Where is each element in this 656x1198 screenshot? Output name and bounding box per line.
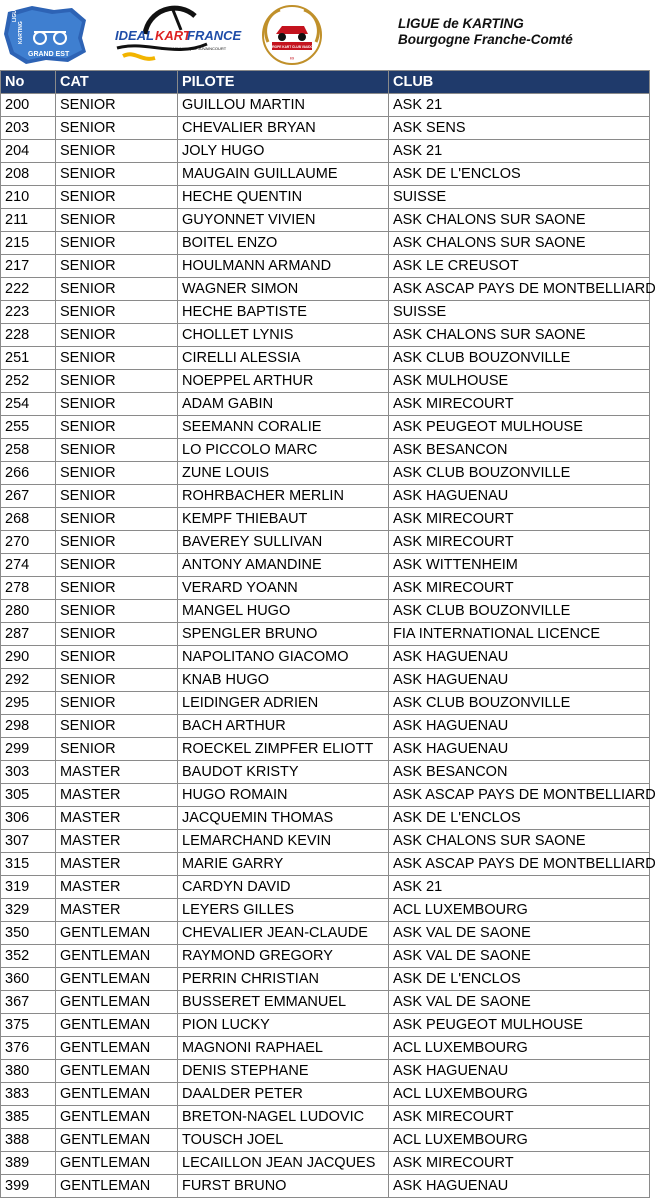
cell-club: ASK HAGUENAU <box>389 646 650 669</box>
cell-club: ASK HAGUENAU <box>389 1060 650 1083</box>
cell-cat: SENIOR <box>56 485 178 508</box>
header-cat: CAT <box>56 71 178 94</box>
table-row <box>1 186 650 209</box>
cell-no: 215 <box>1 232 56 255</box>
cell-pilote: CHOLLET LYNIS <box>178 324 389 347</box>
cell-club: ASK MIRECOURT <box>389 1106 650 1129</box>
cell-club: ASK CHALONS SUR SAONE <box>389 232 650 255</box>
cell-pilote: CHEVALIER BRYAN <box>178 117 389 140</box>
cell-cat: SENIOR <box>56 301 178 324</box>
cell-club: ASK WITTENHEIM <box>389 554 650 577</box>
table-row <box>1 347 650 370</box>
cell-club: ASK MULHOUSE <box>389 370 650 393</box>
cell-cat: MASTER <box>56 830 178 853</box>
cell-cat: SENIOR <box>56 209 178 232</box>
cell-pilote: BAUDOT KRISTY <box>178 761 389 784</box>
cell-club: ASK DE L'ENCLOS <box>389 163 650 186</box>
cell-no: 292 <box>1 669 56 692</box>
cell-cat: SENIOR <box>56 531 178 554</box>
cell-cat: SENIOR <box>56 508 178 531</box>
cell-no: 203 <box>1 117 56 140</box>
cell-pilote: NAPOLITANO GIACOMO <box>178 646 389 669</box>
cell-no: 204 <box>1 140 56 163</box>
cell-club: ACL LUXEMBOURG <box>389 1037 650 1060</box>
cell-pilote: DENIS STEPHANE <box>178 1060 389 1083</box>
cell-cat: SENIOR <box>56 94 178 117</box>
table-row <box>1 669 650 692</box>
cell-club: ASK CHALONS SUR SAONE <box>389 324 650 347</box>
cell-no: 280 <box>1 600 56 623</box>
cell-club: ASK CLUB BOUZONVILLE <box>389 600 650 623</box>
table-row <box>1 600 650 623</box>
table-row <box>1 439 650 462</box>
cell-pilote: JOLY HUGO <box>178 140 389 163</box>
ligue-bfc-line1: LIGUE de KARTING <box>398 16 524 31</box>
cell-cat: SENIOR <box>56 623 178 646</box>
cell-club: ASK CHALONS SUR SAONE <box>389 830 650 853</box>
table-row <box>1 462 650 485</box>
cell-pilote: GUYONNET VIVIEN <box>178 209 389 232</box>
cell-no: 399 <box>1 1175 56 1198</box>
table-row <box>1 738 650 761</box>
page-header <box>0 0 649 70</box>
cell-no: 274 <box>1 554 56 577</box>
table-row <box>1 370 650 393</box>
cell-no: 211 <box>1 209 56 232</box>
table-row <box>1 761 650 784</box>
cell-no: 376 <box>1 1037 56 1060</box>
cell-pilote: LEMARCHAND KEVIN <box>178 830 389 853</box>
cell-club: SUISSE <box>389 301 650 324</box>
ideal-word2: KART <box>155 28 191 43</box>
cell-cat: MASTER <box>56 899 178 922</box>
table-row <box>1 485 650 508</box>
cell-club: ASK PEUGEOT MULHOUSE <box>389 1014 650 1037</box>
cell-no: 388 <box>1 1129 56 1152</box>
cell-pilote: CIRELLI ALESSIA <box>178 347 389 370</box>
cell-club: ASK ASCAP PAYS DE MONTBELLIARD <box>389 853 650 876</box>
cell-pilote: RAYMOND GREGORY <box>178 945 389 968</box>
cell-cat: SENIOR <box>56 347 178 370</box>
cell-no: 287 <box>1 623 56 646</box>
cell-cat: GENTLEMAN <box>56 1106 178 1129</box>
cell-club: ACL LUXEMBOURG <box>389 1129 650 1152</box>
cell-cat: SENIOR <box>56 232 178 255</box>
cell-cat: SENIOR <box>56 692 178 715</box>
table-row <box>1 830 650 853</box>
ligue-grand-est-logo <box>2 4 88 66</box>
cell-club: ASK 21 <box>389 876 650 899</box>
cell-pilote: LEIDINGER ADRIEN <box>178 692 389 715</box>
table-row <box>1 278 650 301</box>
cell-no: 217 <box>1 255 56 278</box>
table-row <box>1 1060 650 1083</box>
cell-pilote: TOUSCH JOEL <box>178 1129 389 1152</box>
table-row <box>1 393 650 416</box>
entry-list-table <box>0 70 656 1198</box>
cell-pilote: BOITEL ENZO <box>178 232 389 255</box>
cell-club: ASK HAGUENAU <box>389 715 650 738</box>
cell-cat: SENIOR <box>56 140 178 163</box>
cell-pilote: KEMPF THIEBAUT <box>178 508 389 531</box>
cell-no: 228 <box>1 324 56 347</box>
cell-cat: GENTLEMAN <box>56 1083 178 1106</box>
table-row <box>1 922 650 945</box>
table-row <box>1 623 650 646</box>
cell-no: 208 <box>1 163 56 186</box>
cell-cat: SENIOR <box>56 117 178 140</box>
cell-club: ASK MIRECOURT <box>389 577 650 600</box>
cell-club: ACL LUXEMBOURG <box>389 899 650 922</box>
cell-cat: SENIOR <box>56 416 178 439</box>
cell-club: ASK VAL DE SAONE <box>389 991 650 1014</box>
cell-cat: GENTLEMAN <box>56 968 178 991</box>
cell-pilote: NOEPPEL ARTHUR <box>178 370 389 393</box>
cell-no: 298 <box>1 715 56 738</box>
cell-no: 254 <box>1 393 56 416</box>
ideal-word1: IDEAL <box>115 28 154 43</box>
ideal-word3: FRANCE <box>187 28 242 43</box>
table-row <box>1 301 650 324</box>
cell-club: ASK MIRECOURT <box>389 531 650 554</box>
table-header-row <box>1 71 650 94</box>
table-row <box>1 807 650 830</box>
ligue-bfc-line2: Bourgogne Franche-Comté <box>398 32 573 47</box>
table-row <box>1 416 650 439</box>
table-row <box>1 1083 650 1106</box>
cell-cat: GENTLEMAN <box>56 1060 178 1083</box>
cell-pilote: PERRIN CHRISTIAN <box>178 968 389 991</box>
cell-cat: GENTLEMAN <box>56 1175 178 1198</box>
cell-no: 389 <box>1 1152 56 1175</box>
table-row <box>1 968 650 991</box>
table-row <box>1 94 650 117</box>
cell-pilote: LEYERS GILLES <box>178 899 389 922</box>
cell-no: 266 <box>1 462 56 485</box>
cell-no: 306 <box>1 807 56 830</box>
cell-pilote: BUSSERET EMMANUEL <box>178 991 389 1014</box>
cell-club: ASK PEUGEOT MULHOUSE <box>389 416 650 439</box>
cell-no: 267 <box>1 485 56 508</box>
cell-cat: SENIOR <box>56 324 178 347</box>
table-row <box>1 646 650 669</box>
cell-pilote: SEEMANN CORALIE <box>178 416 389 439</box>
cell-club: ASK HAGUENAU <box>389 485 650 508</box>
table-row <box>1 531 650 554</box>
cell-no: 305 <box>1 784 56 807</box>
cell-club: ASK CLUB BOUZONVILLE <box>389 692 650 715</box>
cell-pilote: MARIE GARRY <box>178 853 389 876</box>
cell-no: 223 <box>1 301 56 324</box>
table-row <box>1 715 650 738</box>
cell-pilote: MAUGAIN GUILLAUME <box>178 163 389 186</box>
table-row <box>1 853 650 876</box>
cell-club: ASK SENS <box>389 117 650 140</box>
cell-pilote: ROECKEL ZIMPFER ELIOTT <box>178 738 389 761</box>
cell-cat: SENIOR <box>56 439 178 462</box>
table-row <box>1 784 650 807</box>
cell-club: ASK ASCAP PAYS DE MONTBELLIARD <box>389 278 650 301</box>
cell-pilote: JACQUEMIN THOMAS <box>178 807 389 830</box>
cell-no: 307 <box>1 830 56 853</box>
cell-club: ASK 21 <box>389 94 650 117</box>
table-row <box>1 508 650 531</box>
cell-club: ASK ASCAP PAYS DE MONTBELLIARD <box>389 784 650 807</box>
cell-no: 295 <box>1 692 56 715</box>
cell-club: ASK CLUB BOUZONVILLE <box>389 462 650 485</box>
table-row <box>1 117 650 140</box>
cell-pilote: CARDYN DAVID <box>178 876 389 899</box>
cell-cat: SENIOR <box>56 600 178 623</box>
cell-no: 350 <box>1 922 56 945</box>
cell-club: ASK MIRECOURT <box>389 508 650 531</box>
cell-no: 360 <box>1 968 56 991</box>
europe-club-text: EUROPE KART CLUB VAUDOIS <box>267 45 317 49</box>
cell-no: 200 <box>1 94 56 117</box>
cell-club: ACL LUXEMBOURG <box>389 1083 650 1106</box>
cell-cat: SENIOR <box>56 163 178 186</box>
table-row <box>1 1106 650 1129</box>
cell-no: 383 <box>1 1083 56 1106</box>
cell-club: ASK CLUB BOUZONVILLE <box>389 347 650 370</box>
cell-cat: GENTLEMAN <box>56 1014 178 1037</box>
table-row <box>1 577 650 600</box>
cell-cat: SENIOR <box>56 577 178 600</box>
cell-pilote: ANTONY AMANDINE <box>178 554 389 577</box>
cell-club: ASK HAGUENAU <box>389 669 650 692</box>
table-row <box>1 232 650 255</box>
header-no: No <box>1 71 56 94</box>
cell-cat: MASTER <box>56 784 178 807</box>
cell-no: 270 <box>1 531 56 554</box>
ligue-bfc-logo <box>398 16 638 56</box>
cell-no: 299 <box>1 738 56 761</box>
table-row <box>1 324 650 347</box>
cell-pilote: MANGEL HUGO <box>178 600 389 623</box>
cell-club: FIA INTERNATIONAL LICENCE <box>389 623 650 646</box>
cell-club: ASK DE L'ENCLOS <box>389 807 650 830</box>
ideal-kart-france-logo <box>115 4 242 66</box>
cell-club: SUISSE <box>389 186 650 209</box>
cell-pilote: HECHE BAPTISTE <box>178 301 389 324</box>
cell-cat: MASTER <box>56 761 178 784</box>
cell-cat: GENTLEMAN <box>56 1152 178 1175</box>
cell-pilote: HECHE QUENTIN <box>178 186 389 209</box>
cell-pilote: SPENGLER BRUNO <box>178 623 389 646</box>
table-row <box>1 163 650 186</box>
cell-pilote: FURST BRUNO <box>178 1175 389 1198</box>
cell-club: ASK MIRECOURT <box>389 1152 650 1175</box>
cell-pilote: CHEVALIER JEAN-CLAUDE <box>178 922 389 945</box>
cell-cat: SENIOR <box>56 186 178 209</box>
svg-text:∞: ∞ <box>289 56 295 62</box>
cell-cat: GENTLEMAN <box>56 945 178 968</box>
table-row <box>1 1152 650 1175</box>
cell-pilote: LECAILLON JEAN JACQUES <box>178 1152 389 1175</box>
table-row <box>1 692 650 715</box>
cell-cat: SENIOR <box>56 646 178 669</box>
cell-cat: SENIOR <box>56 255 178 278</box>
cell-no: 268 <box>1 508 56 531</box>
cell-no: 278 <box>1 577 56 600</box>
cell-no: 367 <box>1 991 56 1014</box>
cell-pilote: ROHRBACHER MERLIN <box>178 485 389 508</box>
cell-pilote: GUILLOU MARTIN <box>178 94 389 117</box>
europe-kart-club-logo <box>258 4 326 66</box>
cell-no: 255 <box>1 416 56 439</box>
cell-club: ASK BESANCON <box>389 761 650 784</box>
table-row <box>1 876 650 899</box>
cell-cat: SENIOR <box>56 370 178 393</box>
cell-club: ASK HAGUENAU <box>389 738 650 761</box>
cell-pilote: LO PICCOLO MARC <box>178 439 389 462</box>
cell-cat: SENIOR <box>56 278 178 301</box>
cell-cat: GENTLEMAN <box>56 991 178 1014</box>
table-row <box>1 140 650 163</box>
grand-est-line3: GRAND EST <box>28 51 70 58</box>
cell-cat: SENIOR <box>56 393 178 416</box>
table-row <box>1 255 650 278</box>
cell-cat: GENTLEMAN <box>56 1129 178 1152</box>
ideal-tagline: POLE MECANIQUE JUVAINCOURT <box>161 46 227 51</box>
cell-no: 385 <box>1 1106 56 1129</box>
cell-club: ASK VAL DE SAONE <box>389 945 650 968</box>
cell-pilote: KNAB HUGO <box>178 669 389 692</box>
cell-club: ASK 21 <box>389 140 650 163</box>
cell-no: 303 <box>1 761 56 784</box>
cell-pilote: BRETON-NAGEL LUDOVIC <box>178 1106 389 1129</box>
cell-cat: SENIOR <box>56 554 178 577</box>
grand-est-line2: KARTING <box>18 21 24 44</box>
cell-no: 251 <box>1 347 56 370</box>
cell-cat: SENIOR <box>56 462 178 485</box>
cell-cat: MASTER <box>56 853 178 876</box>
table-row <box>1 554 650 577</box>
table-row <box>1 945 650 968</box>
grand-est-line1: LIGUE <box>12 6 18 22</box>
cell-no: 258 <box>1 439 56 462</box>
cell-pilote: ZUNE LOUIS <box>178 462 389 485</box>
cell-club: ASK LE CREUSOT <box>389 255 650 278</box>
cell-cat: SENIOR <box>56 715 178 738</box>
cell-pilote: DAALDER PETER <box>178 1083 389 1106</box>
cell-pilote: BAVEREY SULLIVAN <box>178 531 389 554</box>
cell-no: 290 <box>1 646 56 669</box>
cell-cat: MASTER <box>56 876 178 899</box>
cell-club: ASK VAL DE SAONE <box>389 922 650 945</box>
cell-pilote: MAGNONI RAPHAEL <box>178 1037 389 1060</box>
table-row <box>1 1129 650 1152</box>
cell-club: ASK HAGUENAU <box>389 1175 650 1198</box>
cell-cat: GENTLEMAN <box>56 922 178 945</box>
header-club: CLUB <box>389 71 650 94</box>
table-row <box>1 1175 650 1198</box>
table-row <box>1 899 650 922</box>
cell-pilote: HOULMANN ARMAND <box>178 255 389 278</box>
cell-no: 380 <box>1 1060 56 1083</box>
cell-cat: GENTLEMAN <box>56 1037 178 1060</box>
cell-pilote: BACH ARTHUR <box>178 715 389 738</box>
cell-no: 375 <box>1 1014 56 1037</box>
cell-pilote: WAGNER SIMON <box>178 278 389 301</box>
table-row <box>1 1037 650 1060</box>
cell-cat: SENIOR <box>56 738 178 761</box>
cell-club: ASK BESANCON <box>389 439 650 462</box>
cell-no: 315 <box>1 853 56 876</box>
cell-club: ASK CHALONS SUR SAONE <box>389 209 650 232</box>
cell-club: ASK DE L'ENCLOS <box>389 968 650 991</box>
cell-no: 222 <box>1 278 56 301</box>
cell-pilote: PION LUCKY <box>178 1014 389 1037</box>
cell-pilote: ADAM GABIN <box>178 393 389 416</box>
header-pilote: PILOTE <box>178 71 389 94</box>
cell-no: 252 <box>1 370 56 393</box>
cell-cat: MASTER <box>56 807 178 830</box>
cell-pilote: VERARD YOANN <box>178 577 389 600</box>
cell-pilote: HUGO ROMAIN <box>178 784 389 807</box>
table-row <box>1 209 650 232</box>
cell-no: 329 <box>1 899 56 922</box>
cell-no: 319 <box>1 876 56 899</box>
cell-no: 210 <box>1 186 56 209</box>
cell-club: ASK MIRECOURT <box>389 393 650 416</box>
cell-no: 352 <box>1 945 56 968</box>
cell-cat: SENIOR <box>56 669 178 692</box>
table-row <box>1 1014 650 1037</box>
table-row <box>1 991 650 1014</box>
